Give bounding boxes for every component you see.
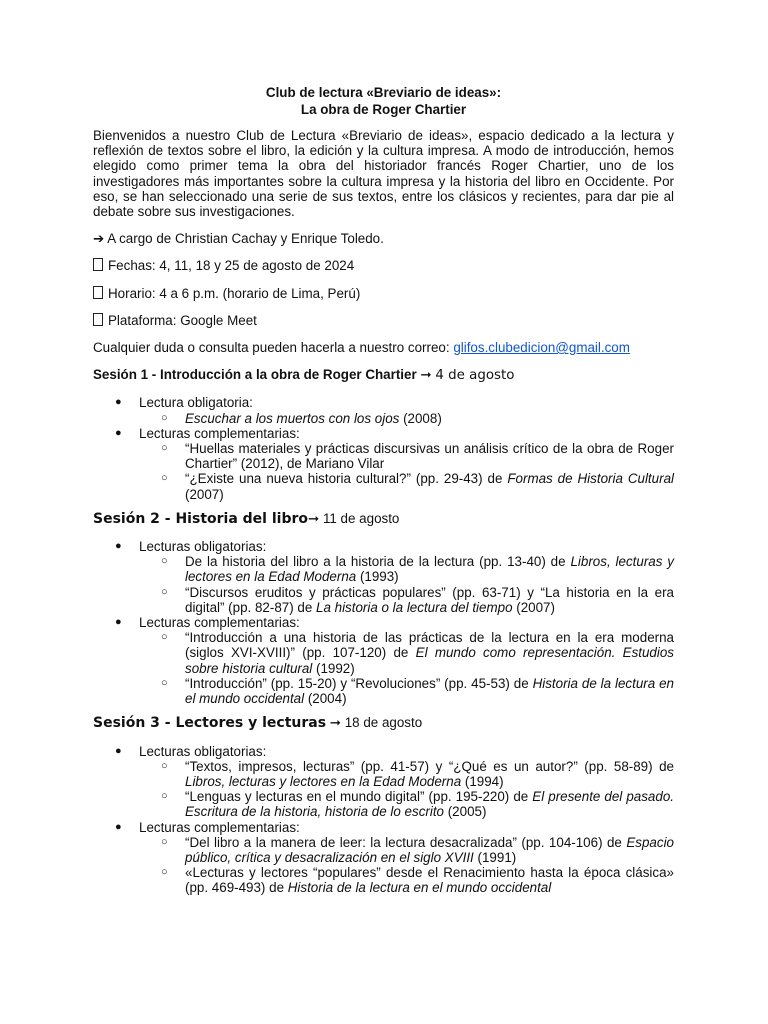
reading-group-label: Lecturas obligatorias: — [139, 743, 267, 759]
reading-book-title: Formas de Historia Cultural — [507, 471, 674, 487]
reading-text: “Lenguas y lecturas en el mundo digital” (pp. 195-220) de — [185, 789, 533, 805]
arrow-icon: ➞ — [307, 510, 323, 526]
session-heading — [93, 367, 674, 383]
session-title: Sesión 1 - Introducción a la obra de Roger Chartier — [93, 367, 417, 383]
reading-group — [93, 395, 674, 425]
title-line-1: Club de lectura «Breviario de ideas»: — [265, 85, 502, 100]
reading-item — [93, 676, 674, 706]
reading-text: “Del libro a la manera de leer: la lectura desacralizada” (pp. 104-106) de — [185, 834, 627, 850]
organizers-line: ➔ A cargo de Christian Cachay y Enrique Toledo. — [93, 231, 384, 247]
reading-group — [93, 744, 674, 820]
document-page — [93, 84, 674, 896]
reading-group-list — [93, 539, 674, 706]
reading-text: “Introducción” (pp. 15-20) y “Revoluciones” (pp. 45-53) de — [185, 675, 533, 691]
reading-book-title: Escuchar a los muertos con los ojos — [185, 410, 400, 426]
reading-group-label: Lecturas complementarias: — [139, 819, 300, 835]
session-heading — [93, 715, 674, 731]
reading-year: (1991) — [473, 849, 517, 865]
reading-group-label: Lectura obligatoria: — [139, 395, 253, 411]
reading-group-list — [93, 744, 674, 896]
reading-text: De la historia del libro a la historia de la lectura (pp. 13-40) de — [185, 554, 571, 570]
reading-book-title: Libros, lecturas y lectores en la Edad Moderna — [185, 773, 462, 789]
reading-item — [93, 759, 674, 789]
reading-text: “¿Existe una nueva historia cultural?” (pp. 29-43) de — [185, 471, 508, 487]
reading-year: (2005) — [444, 804, 487, 820]
reading-year: (1993) — [356, 569, 399, 585]
reading-book-title: Historia de la lectura en el mundo occidental — [185, 675, 674, 707]
reading-year: (2008) — [399, 410, 442, 426]
reading-year: (2007) — [512, 599, 555, 615]
reading-group — [93, 539, 674, 615]
dates-line: Fechas: 4, 11, 18 y 25 de agosto de 2024 — [93, 258, 674, 273]
sessions-container — [93, 367, 674, 895]
reading-book-title: Espacio público, crítica y desacralización en el siglo XVIII — [185, 834, 674, 865]
reading-book-title: El mundo como representación. Estudios sobre historia cultural — [185, 645, 675, 676]
reading-item — [93, 630, 674, 676]
document-title — [93, 84, 674, 118]
reading-group-label: Lecturas obligatorias: — [139, 539, 267, 555]
reading-book-title: Historia de la lectura en el mundo occidental — [287, 880, 552, 896]
reading-item — [93, 411, 674, 426]
reading-text: “Discursos eruditos y prácticas populares” (pp. 63-71) y “La historia en la era digital” (pp. 82-87) de — [185, 584, 674, 615]
email-link[interactable]: glifos.clubedicion@gmail.com — [453, 340, 630, 356]
session-title: Sesión 2 - Historia del libro — [93, 510, 308, 527]
session-date: 11 de agosto — [322, 510, 400, 526]
reading-text: “Introducción a una historia de las prácticas de la lectura en la era moderna (siglos XVI-XVIII)” (pp. 107-120) de — [185, 630, 674, 661]
arrow-icon: ➞ — [416, 367, 436, 383]
reading-list — [139, 441, 674, 502]
schedule-line: Horario: 4 a 6 p.m. (horario de Lima, Perú) — [93, 286, 674, 301]
reading-text: «Lecturas y lectores “populares” desde el Renacimiento hasta la época clásica» (pp. 469-493) de — [185, 865, 674, 896]
reading-item — [93, 835, 674, 865]
reading-group — [93, 820, 674, 896]
reading-item — [93, 865, 674, 895]
session-date: 4 de agosto — [435, 368, 515, 384]
session-date: 18 de agosto — [344, 715, 423, 731]
checkbox-icon — [93, 258, 103, 271]
reading-list — [139, 411, 674, 426]
reading-book-title: Libros, lecturas y lectores en la Edad Moderna — [185, 554, 675, 585]
reading-book-title: La historia o la lectura del tiempo — [316, 599, 513, 615]
session-title: Sesión 3 - Lectores y lecturas — [93, 715, 327, 732]
intro-paragraph: Bienvenidos a nuestro Club de Lectura «Breviario de ideas», espacio dedicado a la lectura y reflexión de textos sobre el libro, la edición y la cultura impresa. A modo de introducción, hemos elegido como primer tema la obra del historiador francés Roger Chartier, uno de los investigadores más importantes sobre la cultura impresa y la historia del libro en Occidente. Por eso, se han seleccionado una serie de sus textos, entre los clásicos y recientes, para dar pie al debate sobre sus investigaciones. — [93, 128, 674, 220]
reading-group-list — [93, 395, 674, 501]
reading-list — [139, 835, 674, 896]
reading-year: (2004) — [304, 691, 347, 707]
reading-list — [139, 630, 674, 706]
reading-item — [93, 585, 674, 615]
reading-group — [93, 426, 674, 502]
checkbox-icon — [93, 286, 103, 299]
reading-year: (1992) — [312, 660, 355, 676]
reading-year: (1994) — [461, 773, 504, 789]
reading-item — [93, 471, 674, 501]
title-line-2: La obra de Roger Chartier — [300, 102, 467, 117]
reading-book-title: El presente del pasado. Escritura de la historia, historia de lo escrito — [185, 789, 674, 820]
reading-text: “Huellas materiales y prácticas discursivas un análisis crítico de la obra de Roger Chartier” (2012), de Mariano Vilar — [185, 441, 674, 472]
checkbox-icon — [93, 313, 103, 326]
reading-item — [93, 554, 674, 584]
platform-line: Plataforma: Google Meet — [93, 313, 674, 328]
session-heading — [93, 511, 674, 527]
reading-group — [93, 615, 674, 706]
contact-line: Cualquier duda o consulta pueden hacerla a nuestro correo: glifos.clubedicion@gmail.com — [93, 340, 630, 356]
reading-item — [93, 441, 674, 471]
arrow-icon: ➞ — [326, 715, 345, 731]
reading-list — [139, 759, 674, 820]
reading-item — [93, 789, 674, 819]
reading-group-label: Lecturas complementarias: — [139, 425, 300, 441]
reading-group-label: Lecturas complementarias: — [139, 615, 300, 631]
reading-text: “Textos, impresos, lecturas” (pp. 41-57) y “¿Qué es un autor?” (pp. 58-89) de — [185, 758, 674, 774]
reading-year: (2007) — [185, 486, 224, 502]
reading-list — [139, 554, 674, 615]
